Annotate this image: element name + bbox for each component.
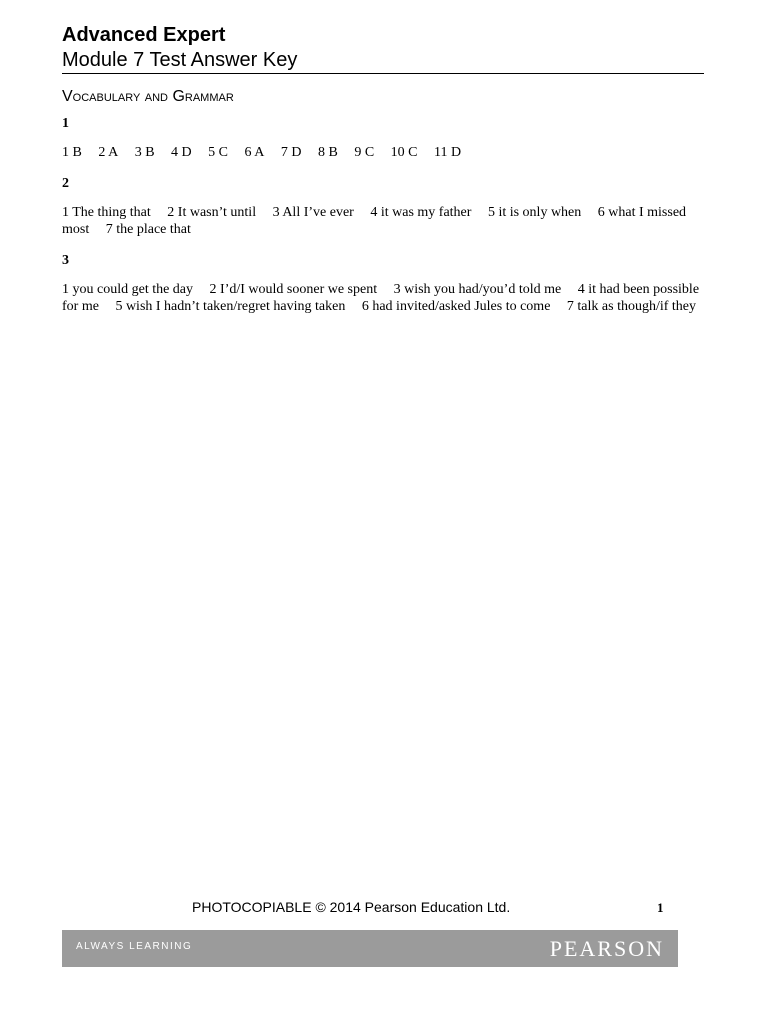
answer-item: 4 it had been possible for me xyxy=(62,282,700,314)
answer-item: 7 D xyxy=(280,145,302,160)
answer-item: 2 It wasn’t until xyxy=(167,205,257,220)
answer-item: 3 All I’ve ever xyxy=(272,205,354,220)
section-heading: Vocabulary and Grammar xyxy=(62,88,234,105)
question-number: 2 xyxy=(62,176,69,191)
answer-item: 5 C xyxy=(208,145,228,160)
document-header xyxy=(62,22,704,74)
answer-item: 10 C xyxy=(390,145,418,160)
document-title: Advanced Expert xyxy=(62,24,226,46)
answer-item: 1 you could get the day xyxy=(62,282,194,297)
answer-item: 5 wish I hadn’t taken/regret having taken xyxy=(115,299,346,314)
banner-tagline: ALWAYS LEARNING xyxy=(76,941,193,952)
answer-list xyxy=(62,204,712,238)
answer-list xyxy=(62,281,712,315)
publisher-banner xyxy=(62,930,678,967)
answer-item: 7 the place that xyxy=(105,222,191,237)
answer-item: 4 D xyxy=(171,145,192,160)
answer-item: 2 I’d/I would sooner we spent xyxy=(209,282,378,297)
answer-list xyxy=(62,144,712,161)
answer-item: 5 it is only when xyxy=(487,205,582,220)
page-number: 1 xyxy=(657,900,664,915)
answer-item: 11 D xyxy=(434,145,462,160)
answer-item: 8 B xyxy=(317,145,338,160)
answer-item: 4 it was my father xyxy=(370,205,472,220)
document-subtitle: Module 7 Test Answer Key xyxy=(62,49,298,71)
answer-item: 3 wish you had/you’d told me xyxy=(393,282,562,297)
question-number: 1 xyxy=(62,116,69,131)
answer-item: 2 A xyxy=(98,145,119,160)
answer-item: 1 The thing that xyxy=(62,205,151,220)
answer-item: 7 talk as though/if they xyxy=(566,299,697,314)
answer-item: 6 A xyxy=(244,145,265,160)
answer-item: 9 C xyxy=(354,145,375,160)
question-number: 3 xyxy=(62,253,69,268)
answer-item: 6 what I missed most xyxy=(62,205,687,237)
answer-item: 3 B xyxy=(134,145,155,160)
answer-item: 6 had invited/asked Jules to come xyxy=(361,299,551,314)
publisher-logo: PEARSON xyxy=(549,936,664,961)
copyright-notice: PHOTOCOPIABLE © 2014 Pearson Education Ltd. xyxy=(192,899,511,915)
answer-item: 1 B xyxy=(62,145,82,160)
